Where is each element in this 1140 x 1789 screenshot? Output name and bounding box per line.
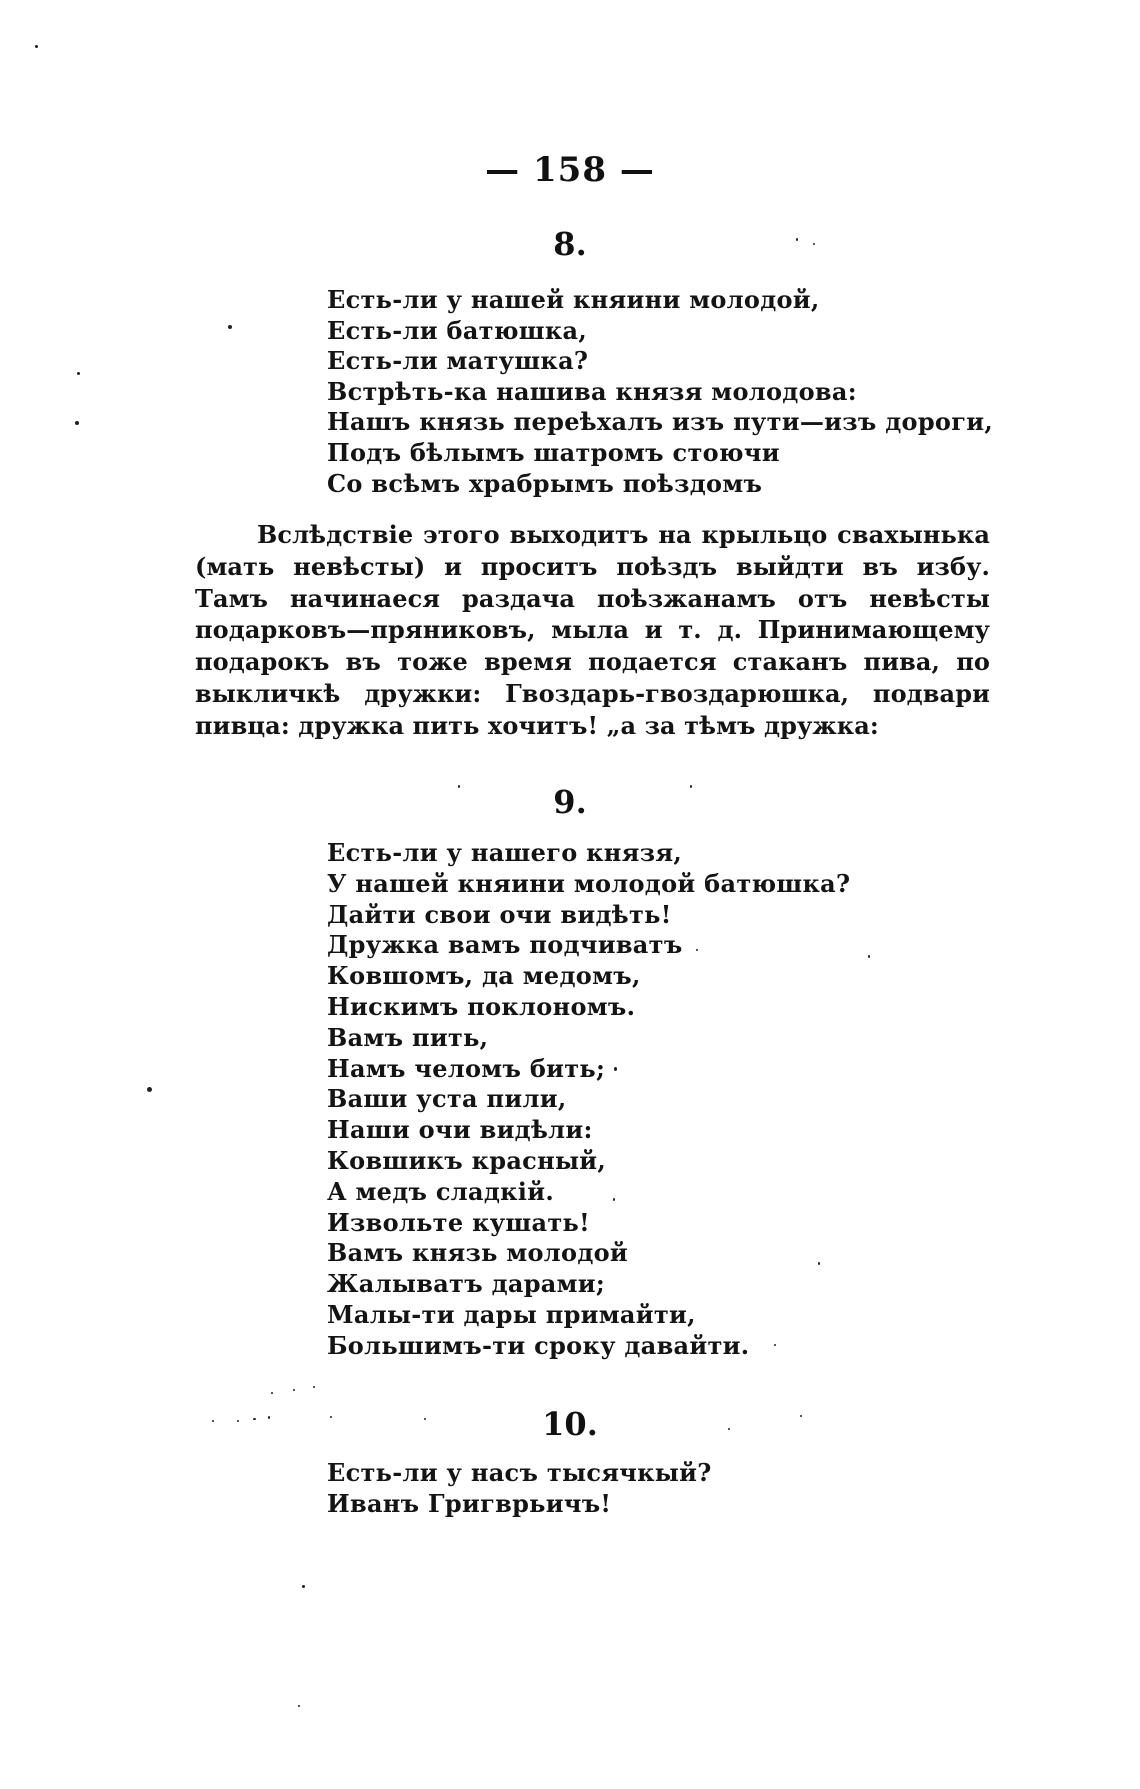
- scan-speck: [818, 1262, 820, 1265]
- verse-section-10: [327, 1458, 1027, 1519]
- scan-speck: [271, 1392, 273, 1394]
- section-number-8: 8.: [553, 225, 587, 263]
- verse-section-8: [327, 285, 1027, 499]
- verse-line: Есть-ли батюшка,: [327, 315, 587, 345]
- scan-speck: [424, 1418, 426, 1420]
- scan-speck: [614, 1067, 617, 1071]
- verse-line: Есть-ли у нашей княини молодой,: [327, 285, 820, 314]
- scan-speck: [868, 955, 870, 958]
- prose-paragraph: Вслѣдствіе этого выходитъ на крыльцо свахынька (мать невѣсты) и проситъ поѣздъ выйдти въ избу. Тамъ начинаеся раздача поѣзжанамъ отъ невѣсты подарковъ—пряниковъ, мыла и т. д. Принимающему подарокъ въ тоже время подается стаканъ пива, по выкличкѣ дружки: Гвоздарь-гвоздарюшка, подвари пивца: дружка пить хочитъ! „а за тѣмъ дружка:: [195, 520, 990, 740]
- scan-speck: [800, 1415, 802, 1417]
- scan-speck: [774, 1344, 776, 1346]
- scan-speck: [268, 1416, 270, 1419]
- scan-speck: [458, 785, 460, 788]
- verse-line: Ваши уста пили,: [327, 1084, 567, 1114]
- verse-line: Есть-ли у насъ тысячкый?: [327, 1458, 712, 1487]
- scan-speck: [228, 325, 232, 329]
- scan-speck: [613, 1198, 615, 1201]
- verse-line: Нашъ князь переѣхалъ изъ пути—изъ дороги,: [327, 407, 994, 437]
- scan-speck: [75, 421, 79, 425]
- verse-line: Жалыватъ дарами;: [327, 1269, 606, 1299]
- verse-line: Встрѣть-ка нашива князя молодова:: [327, 376, 857, 406]
- verse-line: Есть-ли у нашего князя,: [327, 838, 683, 867]
- verse-line: Подъ бѣлымъ шатромъ стоючи: [327, 437, 780, 467]
- verse-line: У нашей княини молодой батюшка?: [327, 868, 851, 898]
- scan-speck: [293, 1389, 295, 1391]
- scan-speck: [690, 785, 692, 788]
- section-number-9: 9.: [553, 783, 587, 821]
- verse-line: Вамъ князь молодой: [327, 1238, 629, 1268]
- verse-line: Большимъ-ти сроку давайти.: [327, 1330, 750, 1360]
- verse-section-9: [327, 838, 1027, 1362]
- verse-line: Малы-ти дары примайти,: [327, 1299, 696, 1329]
- scan-speck: [813, 243, 815, 245]
- verse-line: Дружка вамъ подчиватъ: [327, 930, 683, 960]
- scan-speck: [77, 372, 80, 375]
- verse-line: Есть-ли матушка?: [327, 346, 589, 376]
- section-number-10: 10.: [542, 1405, 598, 1443]
- verse-line: Дайти свои очи видѣть!: [327, 899, 672, 929]
- scan-speck: [728, 1428, 730, 1430]
- verse-line: Со всѣмъ храбрымъ поѣздомъ: [327, 468, 763, 498]
- scan-speck: [237, 1420, 239, 1422]
- scan-speck: [35, 45, 38, 48]
- verse-line: Наши очи видѣли:: [327, 1115, 593, 1145]
- scan-speck: [298, 1705, 300, 1707]
- scan-speck: [313, 1386, 315, 1388]
- page-number: — 158 —: [485, 150, 655, 190]
- scan-speck: [696, 949, 698, 951]
- scan-speck: [253, 1418, 256, 1420]
- verse-line: Нискимъ поклономъ.: [327, 991, 636, 1021]
- verse-line: А медъ сладкій.: [327, 1176, 554, 1206]
- verse-line: Ковшикъ красный,: [327, 1145, 607, 1175]
- scan-speck: [147, 1087, 152, 1092]
- scan-speck: [330, 1416, 332, 1418]
- verse-line: Намъ челомъ бить;: [327, 1053, 606, 1083]
- verse-line: Извольте кушать!: [327, 1207, 590, 1237]
- verse-line: Вамъ пить,: [327, 1022, 489, 1052]
- verse-line: Ковшомъ, да медомъ,: [327, 961, 641, 991]
- scan-speck: [302, 1585, 305, 1588]
- scan-speck: [212, 1420, 214, 1422]
- verse-line: Иванъ Григврьичъ!: [327, 1488, 612, 1518]
- scan-speck: [796, 238, 798, 241]
